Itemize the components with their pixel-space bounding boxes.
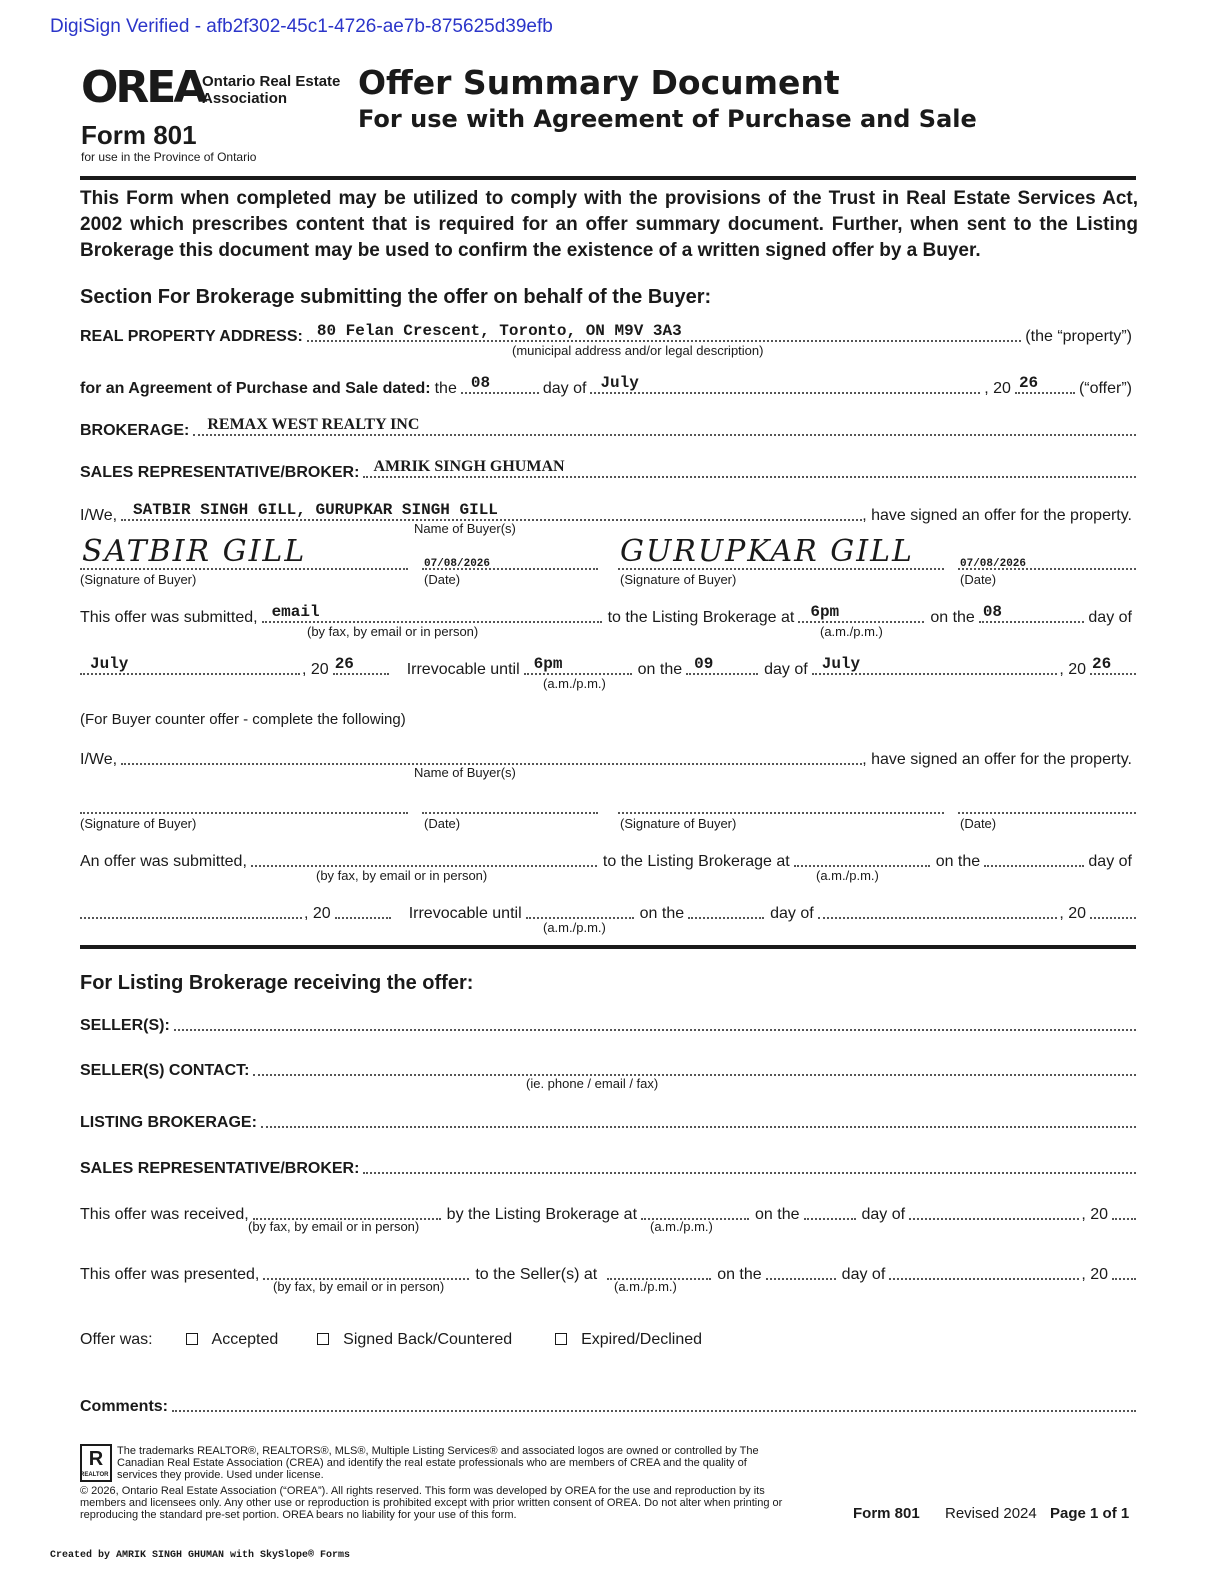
- comments-field[interactable]: [172, 1410, 1136, 1412]
- sales-rep-row: [80, 460, 1136, 482]
- counter-irrevocable-time-field[interactable]: [526, 917, 634, 919]
- presented-month-field[interactable]: [889, 1278, 1079, 1280]
- counter-buyers-suffix: , have signed an offer for the property.: [862, 751, 1132, 768]
- received-on-the: on the: [755, 1206, 800, 1223]
- counter-heading: (For Buyer counter offer - complete the following): [80, 711, 406, 728]
- counter-year-prefix: , 20: [304, 905, 331, 922]
- property-address-label: REAL PROPERTY ADDRESS:: [80, 328, 303, 345]
- received-row: [80, 1202, 1136, 1224]
- irrevocable-year-value: 26: [1092, 655, 1112, 673]
- sales-rep-value: AMRIK SINGH GHUMAN: [373, 458, 565, 475]
- copyright-notice: © 2026, Ontario Real Estate Association (“OREA”). All rights reserved. This form was developed by OREA for the use and reproduction by its members and licensees only. Any other use or reproduction is prohibited except with prior written consent of OREA. Do not alter when printing or reproducing the standard pre-set portion. OREA bears no liability for your use of this form.: [80, 1485, 783, 1521]
- counter-method-caption: (by fax, by email or in person): [316, 868, 488, 883]
- listing-section-heading: For Listing Brokerage receiving the offer:: [80, 972, 474, 994]
- offer-suffix: (“offer”): [1078, 380, 1132, 397]
- counter-date-caption-2: (Date): [960, 816, 997, 831]
- received-year-field[interactable]: [1112, 1218, 1136, 1220]
- aps-day-value: 08: [470, 374, 491, 392]
- irrevocable-on-the: on the: [637, 661, 683, 678]
- buyer-signature-1: SATBIR GILL: [82, 534, 307, 569]
- document-subtitle: For use with Agreement of Purchase and Sale: [358, 105, 977, 133]
- submitted-day-of: day of: [1088, 609, 1132, 626]
- counter-buyers-caption: Name of Buyer(s): [414, 765, 516, 780]
- counter-irrevocable-year-field[interactable]: [1090, 917, 1136, 919]
- irrevocable-ampm-caption: (a.m./p.m.): [543, 676, 606, 691]
- received-day-field[interactable]: [804, 1218, 856, 1220]
- buyers-iwe: I/We,: [80, 507, 118, 524]
- counter-method-field[interactable]: [251, 865, 597, 867]
- sales-rep-label: SALES REPRESENTATIVE/BROKER:: [80, 464, 360, 481]
- ampm-caption: (a.m./p.m.): [820, 624, 883, 639]
- aps-day-of: day of: [542, 380, 587, 397]
- section-divider: [80, 945, 1136, 949]
- counter-day-field[interactable]: [984, 865, 1084, 867]
- counter-signature-caption-2: (Signature of Buyer): [620, 816, 737, 831]
- footer-revised: Revised 2024: [945, 1505, 1037, 1522]
- listing-brokerage-row: [80, 1110, 1136, 1132]
- counter-submitted-label: An offer was submitted,: [80, 853, 247, 870]
- counter-ampm-caption: (a.m./p.m.): [816, 868, 879, 883]
- trademark-notice: The trademarks REALTOR®, REALTORS®, MLS®, Multiple Listing Services® and associated logos are owned or controlled by The Canadian Real Estate Association (CREA) and identify the real estate professionals who are members of CREA and the quality of services they provide. Used under license.: [117, 1445, 759, 1481]
- submitted-month-value: July: [90, 655, 129, 673]
- method-caption: (by fax, by email or in person): [307, 624, 479, 639]
- buyers-row: [80, 503, 1136, 525]
- expired-label: Expired/Declined: [581, 1331, 703, 1348]
- buyer-section-heading: Section For Brokerage submitting the offer on behalf of the Buyer:: [80, 286, 712, 308]
- twenty-2: 20: [1068, 661, 1086, 678]
- brokerage-value: REMAX WEST REALTY INC: [207, 416, 420, 433]
- buyer-date-1: 07/08/2026: [424, 558, 491, 570]
- verification-id: DigiSign Verified - afb2f302-45c1-4726-ae7b-875625d39efb: [50, 16, 553, 37]
- comments-row: [80, 1394, 1136, 1416]
- presented-day-of: day of: [841, 1266, 886, 1283]
- submitted-day-field[interactable]: [979, 603, 1085, 623]
- aps-the: the: [434, 380, 457, 397]
- presented-day-field[interactable]: [766, 1278, 836, 1280]
- irrevocable-time-value: 6pm: [533, 655, 563, 673]
- irrevocable-label: Irrevocable until: [406, 661, 520, 678]
- aps-date-row: [80, 376, 1136, 398]
- listing-rep-row: [80, 1156, 1136, 1178]
- property-address-caption: (municipal address and/or legal description): [512, 343, 764, 358]
- counter-irrevocable-day-of: day of: [770, 905, 814, 922]
- aps-year-value: 26: [1018, 374, 1039, 392]
- submitted-method-field[interactable]: [262, 603, 602, 623]
- counter-irrevocable-ampm-caption: (a.m./p.m.): [543, 920, 606, 935]
- form-number: Form 801: [81, 120, 197, 150]
- orea-logo: [81, 62, 205, 113]
- received-year-prefix: , 20: [1081, 1206, 1108, 1223]
- intro-paragraph: This Form when completed may be utilized to comply with the provisions of the Trust in Real Estate Services Act, 2002 which prescribes content that is required for an offer summary document. Further, when sent to the Listing Brokerage this document may be used to confirm the existence of a written signed offer by a Buyer.: [80, 188, 1138, 261]
- date-caption-2: (Date): [960, 572, 997, 587]
- counter-to-listing: to the Listing Brokerage at: [602, 853, 790, 870]
- header-divider: [80, 176, 1136, 180]
- submitted-method-value: email: [271, 603, 320, 621]
- submitted-day-value: 08: [982, 603, 1003, 621]
- counter-signature-line-2[interactable]: [618, 812, 944, 814]
- counter-on-the: on the: [935, 853, 981, 870]
- counter-signature-line-1[interactable]: [80, 812, 408, 814]
- buyers-value: SATBIR SINGH GILL, GURUPKAR SINGH GILL: [133, 501, 498, 519]
- received-ampm-caption: (a.m./p.m.): [650, 1219, 713, 1234]
- presented-label: This offer was presented,: [80, 1266, 260, 1283]
- irrevocable-year-field[interactable]: [1090, 655, 1136, 675]
- sellers-field[interactable]: [174, 1029, 1136, 1031]
- offer-was-label: Offer was:: [80, 1331, 153, 1348]
- irrevocable-year-prefix: , 20: [1059, 661, 1086, 678]
- association-name: [202, 73, 340, 107]
- submitted-year-field[interactable]: [333, 655, 389, 675]
- assoc-line2: Association: [202, 90, 288, 107]
- submitted-label: This offer was submitted,: [80, 609, 258, 626]
- offer-status-group: [80, 1331, 702, 1349]
- signed-back-label: Signed Back/Countered: [343, 1331, 513, 1348]
- date-caption-1: (Date): [424, 572, 461, 587]
- aps-year-prefix: , 20: [984, 380, 1011, 397]
- buyer-date-2: 07/08/2026: [960, 558, 1027, 570]
- assoc-line1: Ontario Real Estate: [202, 73, 341, 90]
- buyers-suffix: , have signed an offer for the property.: [862, 507, 1132, 524]
- counter-irrevocable-month-field[interactable]: [818, 917, 1058, 919]
- accepted-checkbox[interactable]: [186, 1333, 198, 1345]
- presented-year-field[interactable]: [1112, 1278, 1136, 1280]
- submitted-year-prefix: , 20: [302, 661, 329, 678]
- irrevocable-day-field[interactable]: [686, 655, 758, 675]
- presented-year-prefix: , 20: [1081, 1266, 1108, 1283]
- received-method-caption: (by fax, by email or in person): [248, 1219, 420, 1234]
- signed-back-checkbox[interactable]: [317, 1333, 329, 1345]
- listing-brokerage-field[interactable]: [261, 1126, 1136, 1128]
- counter-irrevocable-row: [80, 901, 1136, 923]
- counter-irrevocable-on-the: on the: [639, 905, 685, 922]
- property-address-value: 80 Felan Crescent, Toronto, ON M9V 3A3: [316, 322, 682, 340]
- form-scope: for use in the Province of Ontario: [81, 150, 257, 164]
- counter-irrevocable-year-prefix: , 20: [1059, 905, 1086, 922]
- counter-buyers-row: [80, 747, 1136, 769]
- received-day-of: day of: [861, 1206, 906, 1223]
- counter-month-field[interactable]: [80, 917, 302, 919]
- counter-signature-caption-1: (Signature of Buyer): [80, 816, 197, 831]
- seller-contact-label: SELLER(S) CONTACT:: [80, 1062, 250, 1079]
- brokerage-row: [80, 418, 1136, 440]
- property-address-field[interactable]: [307, 322, 1021, 342]
- aps-label: for an Agreement of Purchase and Sale dated:: [80, 380, 431, 397]
- irrevocable-month-field[interactable]: [812, 655, 1058, 675]
- irrevocable-day-of: day of: [764, 661, 808, 678]
- presented-ampm-caption: (a.m./p.m.): [614, 1279, 677, 1294]
- aps-day-field[interactable]: [461, 374, 539, 394]
- received-month-field[interactable]: [909, 1218, 1079, 1220]
- received-label: This offer was received,: [80, 1206, 249, 1223]
- aps-year-field[interactable]: [1015, 374, 1075, 394]
- presented-row: [80, 1262, 1136, 1284]
- counter-time-field[interactable]: [794, 865, 930, 867]
- irrevocable-row: [80, 657, 1136, 679]
- counter-year-field[interactable]: [335, 917, 391, 919]
- realtor-word: REALTOR: [80, 1472, 109, 1478]
- expired-checkbox[interactable]: [555, 1333, 567, 1345]
- listing-rep-label: SALES REPRESENTATIVE/BROKER:: [80, 1160, 360, 1177]
- footer-form-number: Form 801: [853, 1505, 920, 1522]
- signature-caption-1: (Signature of Buyer): [80, 572, 197, 587]
- orea-logo-text: OREA: [81, 62, 205, 113]
- brokerage-field[interactable]: [193, 416, 1136, 436]
- counter-iwe: I/We,: [80, 751, 118, 768]
- submitted-time-field[interactable]: [798, 603, 924, 623]
- listing-brokerage-label: LISTING BROKERAGE:: [80, 1114, 257, 1131]
- brokerage-label: BROKERAGE:: [80, 422, 190, 439]
- counter-day-of: day of: [1088, 853, 1132, 870]
- submitted-month-field[interactable]: [80, 655, 300, 675]
- seller-contact-field[interactable]: [253, 1074, 1136, 1076]
- submitted-year-value: 26: [334, 655, 354, 673]
- footer-page: Page 1 of 1: [1050, 1505, 1130, 1522]
- signature-caption-2: (Signature of Buyer): [620, 572, 737, 587]
- aps-month-value: July: [600, 374, 639, 392]
- presented-method-caption: (by fax, by email or in person): [273, 1279, 445, 1294]
- irrevocable-month-value: July: [821, 655, 861, 673]
- by-listing-label: by the Listing Brokerage at: [446, 1206, 638, 1223]
- counter-date-line-1[interactable]: [422, 812, 598, 814]
- counter-submitted-row: [80, 849, 1136, 871]
- sellers-row: [80, 1013, 1136, 1035]
- realtor-mark: R: [88, 1448, 104, 1470]
- buyer-signature-2: GURUPKAR GILL: [620, 534, 914, 569]
- counter-date-caption-1: (Date): [424, 816, 461, 831]
- comments-label: Comments:: [80, 1398, 169, 1415]
- aps-month-field[interactable]: [590, 374, 980, 394]
- counter-date-line-2[interactable]: [958, 812, 1136, 814]
- buyers-caption: Name of Buyer(s): [414, 521, 516, 536]
- sellers-label: SELLER(S):: [80, 1017, 170, 1034]
- document-title: Offer Summary Document: [358, 63, 840, 102]
- property-suffix: (the “property”): [1025, 328, 1132, 345]
- twenty-1: 20: [310, 661, 329, 678]
- sales-rep-field[interactable]: [363, 458, 1136, 478]
- irrevocable-day-value: 09: [694, 655, 714, 673]
- counter-irrevocable-day-field[interactable]: [688, 917, 764, 919]
- created-by: Created by AMRIK SINGH GHUMAN with SkySlope® Forms: [50, 1550, 351, 1561]
- submitted-time-value: 6pm: [810, 603, 840, 621]
- presented-on-the: on the: [717, 1266, 762, 1283]
- submitted-row: [80, 605, 1136, 627]
- counter-irrevocable-label: Irrevocable until: [408, 905, 522, 922]
- to-sellers-label: to the Seller(s) at: [475, 1266, 598, 1283]
- seller-contact-caption: (ie. phone / email / fax): [526, 1076, 659, 1091]
- irrevocable-time-field[interactable]: [524, 655, 632, 675]
- submitted-on-the: on the: [930, 609, 975, 626]
- to-listing-label: to the Listing Brokerage at: [607, 609, 795, 626]
- accepted-label: Accepted: [211, 1331, 279, 1348]
- listing-rep-field[interactable]: [363, 1172, 1136, 1174]
